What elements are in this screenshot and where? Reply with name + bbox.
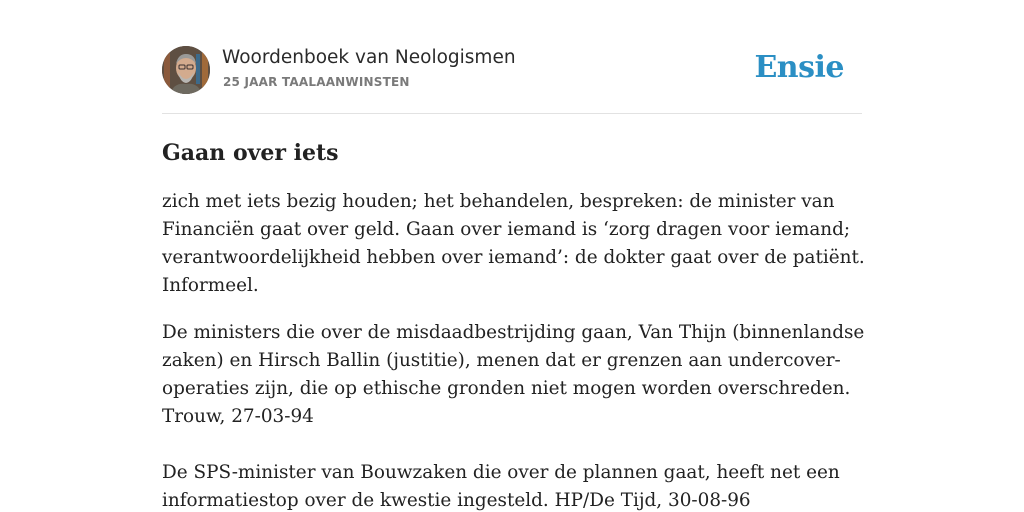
quote-item: De SPS-minister van Bouwzaken die over de plannen gaat, heeft net een informatiestop over de kwestie ingesteld. HP/De Tijd, 30-08-96 — [162, 462, 840, 511]
ensie-logo[interactable]: Ensie — [754, 50, 844, 85]
quote-item: De ministers die over de misdaadbestrijding gaan, Van Thijn (binnenlandse zaken) en Hirsch Ballin (justitie), menen dat er grenzen aan undercover-operaties zijn, die op ethische gronden niet mogen worden overschreden. Trouw, 27-03-94 — [162, 322, 865, 427]
entry-quotes — [162, 319, 872, 512]
entry-content — [162, 138, 872, 512]
entry-title: Gaan over iets — [162, 140, 339, 166]
publication-tagline: 25 JAAR TAALAANWINSTEN — [223, 75, 410, 89]
author-avatar[interactable] — [162, 46, 210, 94]
publication-name[interactable]: Woordenboek van Neologismen — [222, 47, 516, 68]
entry-definition: zich met iets bezig houden; het behandelen, bespreken: de minister van Financiën gaat over geld. Gaan over iemand is ‘zorg dragen voor iemand; verantwoordelijkheid hebben over iemand’: de dokter gaat over de patiënt. Informeel. — [162, 191, 865, 296]
header-divider — [162, 113, 862, 114]
site-header — [162, 46, 862, 96]
